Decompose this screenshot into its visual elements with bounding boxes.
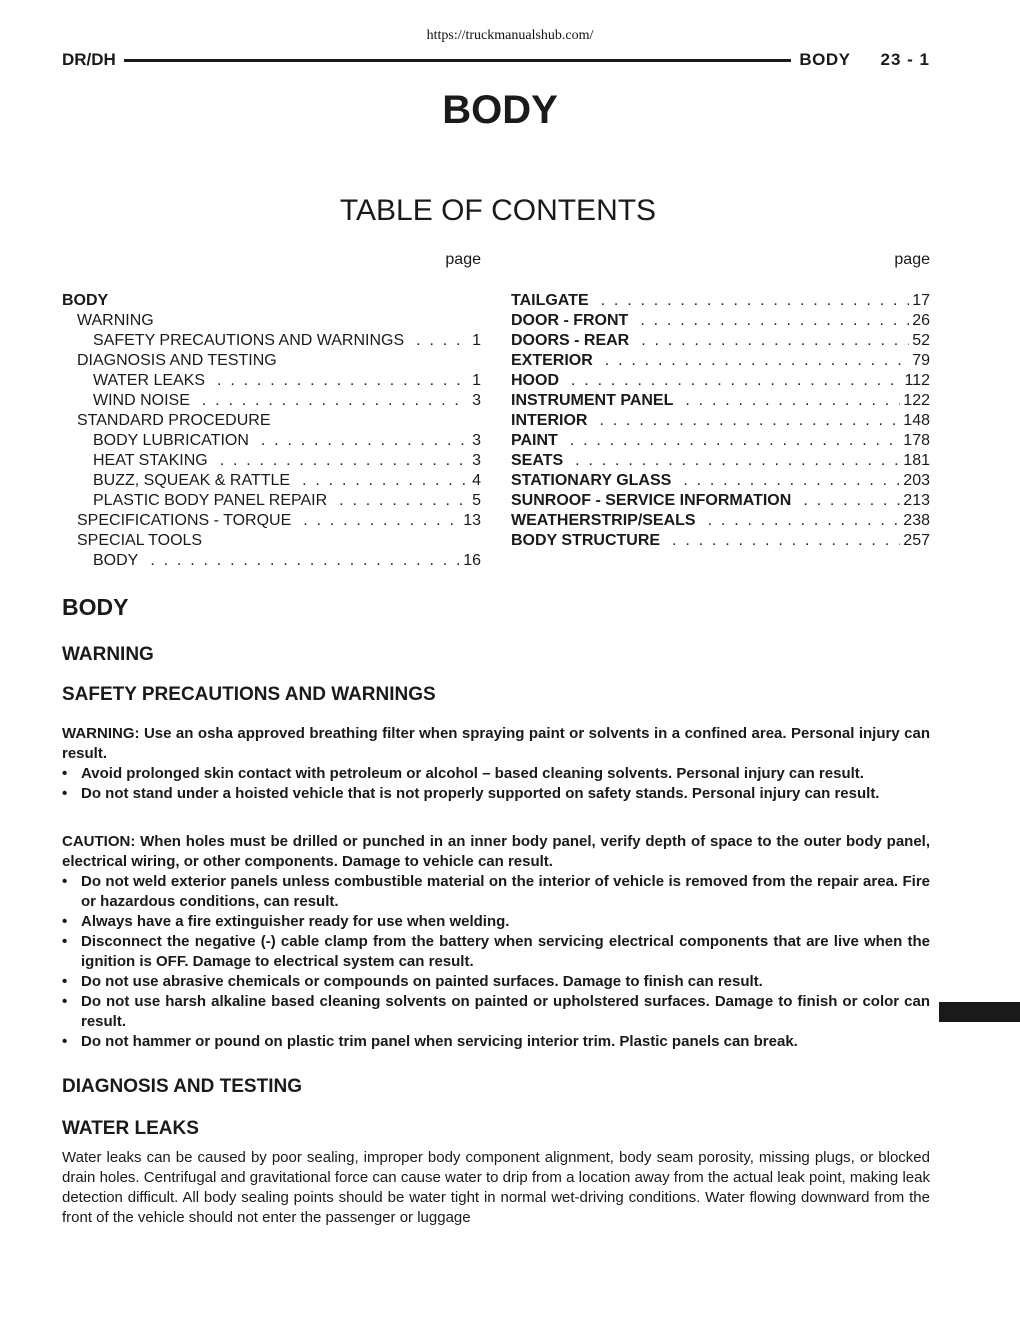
toc-entry[interactable] [511, 371, 930, 391]
bullet-item: • Do not weld exterior panels unless combustible material on the interior of vehicle is removed from the repair area. Fire or hazardous conditions, can result. [62, 872, 930, 912]
toc-page-label: page [894, 251, 930, 268]
toc-entry-label: EXTERIOR [511, 352, 593, 369]
toc-entry[interactable] [62, 291, 481, 311]
toc-entry-label: BODY LUBRICATION [93, 432, 249, 449]
header-section: BODY [799, 50, 851, 69]
bullet-item: • Do not use harsh alkaline based cleaning solvents on painted or upholstered surfaces. Damage to finish or color can result. [62, 992, 930, 1032]
toc-entry-page: 4 [472, 472, 481, 489]
caution-bullets [62, 872, 930, 1052]
toc-dot-leader [303, 511, 460, 531]
toc-entry-label: PLASTIC BODY PANEL REPAIR [93, 492, 328, 509]
toc-entry-label: INSTRUMENT PANEL [511, 392, 674, 409]
toc-dot-leader [672, 531, 900, 551]
toc-entry-page: 52 [912, 332, 930, 349]
toc-dot-leader [217, 371, 469, 391]
warning-bullets [62, 764, 930, 804]
toc-dot-leader [605, 351, 909, 371]
toc-dot-leader [571, 371, 901, 391]
toc-entry-label: BODY [62, 292, 109, 309]
toc-entry-page: 3 [472, 432, 481, 449]
caution-block [62, 832, 930, 1052]
toc-entry[interactable] [62, 391, 481, 411]
toc-entry[interactable] [62, 371, 481, 391]
toc-entry-label: DOOR - FRONT [511, 312, 629, 329]
toc-entry-label: SPECIFICATIONS - TORQUE [77, 512, 292, 529]
toc-entry-label: WARNING [77, 312, 154, 329]
toc-dot-leader [599, 411, 900, 431]
page-header [62, 50, 930, 70]
toc-dot-leader [220, 451, 469, 471]
toc-dot-leader [641, 331, 909, 351]
toc-entry-page: 213 [903, 492, 930, 509]
bullet-item: • Do not use abrasive chemicals or compounds on painted surfaces. Damage to finish can result. [62, 972, 930, 992]
toc-entry-label: WEATHERSTRIP/SEALS [511, 512, 696, 529]
heading-safety-precautions: SAFETY PRECAUTIONS AND WARNINGS [62, 684, 436, 705]
toc-dot-leader [575, 451, 900, 471]
toc-entry-label: BODY STRUCTURE [511, 532, 661, 549]
header-rule [124, 59, 792, 62]
toc-left-list [62, 291, 481, 571]
toc-dot-leader [416, 331, 469, 351]
toc-entry-page: 13 [463, 512, 481, 529]
toc-dot-leader [202, 391, 469, 411]
toc-entry[interactable] [511, 311, 930, 331]
water-leaks-paragraph: Water leaks can be caused by poor sealing, improper body component alignment, body seam porosity, missing plugs, or blocked drain holes. Centrifugal and gravitational force can cause water to drip from a location away from the actual leak point, making leak detection difficult. All body sealing points should be water tight in normal wet-driving conditions. Water flowing downward from the front of the vehicle should not enter the passenger or luggage [62, 1149, 930, 1226]
bullet-item: • Avoid prolonged skin contact with petroleum or alcohol – based cleaning solvents. Personal injury can result. [62, 764, 930, 784]
toc-entry-page: 148 [903, 412, 930, 429]
main-content [62, 590, 930, 1243]
toc-entry[interactable] [62, 431, 481, 451]
toc-entry[interactable] [511, 431, 930, 451]
toc-entry[interactable] [511, 411, 930, 431]
toc-dot-leader [339, 491, 469, 511]
toc-entry[interactable] [62, 491, 481, 511]
toc-entry-page: 203 [903, 472, 930, 489]
toc-entry[interactable] [511, 531, 930, 551]
toc-entry-page: 26 [912, 312, 930, 329]
toc-dot-leader [640, 311, 909, 331]
toc-entry-page: 122 [903, 392, 930, 409]
bullet-item: • Always have a fire extinguisher ready for use when welding. [62, 912, 930, 932]
page-title: BODY [442, 88, 558, 132]
toc-entry[interactable] [62, 331, 481, 351]
toc-entry[interactable] [62, 531, 481, 551]
toc-entry-label: TAILGATE [511, 292, 589, 309]
toc-dot-leader [570, 431, 900, 451]
toc-entry[interactable] [62, 311, 481, 331]
toc-entry-page: 16 [463, 552, 481, 569]
toc-entry-label: DIAGNOSIS AND TESTING [77, 352, 277, 369]
toc-dot-leader [685, 391, 900, 411]
toc-entry-page: 238 [903, 512, 930, 529]
bullet-item: • Do not hammer or pound on plastic trim panel when servicing interior trim. Plastic panels can break. [62, 1032, 930, 1052]
toc-entry-page: 17 [912, 292, 930, 309]
toc-entry-label: SPECIAL TOOLS [77, 532, 203, 549]
toc-entry[interactable] [511, 511, 930, 531]
toc-right-list [511, 291, 930, 551]
toc-entry-label: BODY [93, 552, 139, 569]
toc-entry[interactable] [511, 471, 930, 491]
toc-entry[interactable] [511, 491, 930, 511]
toc-entry-label: SUNROOF - SERVICE INFORMATION [511, 492, 792, 509]
toc-entry-label: WIND NOISE [93, 392, 190, 409]
header-model: DR/DH [62, 50, 116, 69]
toc-entry-page: 257 [903, 532, 930, 549]
toc-entry[interactable] [511, 391, 930, 411]
heading-water-leaks: WATER LEAKS [62, 1118, 199, 1139]
toc-dot-leader [302, 471, 469, 491]
bullet-item: • Do not stand under a hoisted vehicle that is not properly supported on safety stands. Personal injury can result. [62, 784, 930, 804]
toc-entry[interactable] [511, 451, 930, 471]
section-heading-body: BODY [62, 594, 129, 620]
toc-entry[interactable] [511, 351, 930, 371]
heading-warning: WARNING [62, 644, 154, 665]
toc-entry[interactable] [62, 411, 481, 431]
toc-left-column [62, 250, 481, 571]
toc-entry-page: 1 [472, 372, 481, 389]
toc-dot-leader [150, 551, 460, 571]
toc-entry[interactable] [62, 471, 481, 491]
bullet-item: • Disconnect the negative (-) cable clamp from the battery when servicing electrical components that are live when the ignition is OFF. Damage to electrical system can result. [62, 932, 930, 972]
toc-entry[interactable] [62, 551, 481, 571]
toc-entry-label: HEAT STAKING [93, 452, 208, 469]
toc-entry[interactable] [511, 331, 930, 351]
toc-title: TABLE OF CONTENTS [339, 194, 657, 227]
toc-entry-page: 1 [472, 332, 481, 349]
source-url[interactable]: https://truckmanualshub.com/ [426, 28, 594, 43]
toc-entry-label: SEATS [511, 452, 564, 469]
toc-entry-label: PAINT [511, 432, 558, 449]
toc-entry-label: BUZZ, SQUEAK & RATTLE [93, 472, 291, 489]
toc-entry-label: WATER LEAKS [93, 372, 206, 389]
toc-dot-leader [803, 491, 900, 511]
toc-entry-page: 181 [903, 452, 930, 469]
toc-entry-page: 3 [472, 452, 481, 469]
toc-entry[interactable] [511, 291, 930, 311]
toc-entry-label: SAFETY PRECAUTIONS AND WARNINGS [93, 332, 405, 349]
toc-dot-leader [261, 431, 469, 451]
toc-entry-page: 5 [472, 492, 481, 509]
toc-entry-label: STANDARD PROCEDURE [77, 412, 271, 429]
toc-entry-label: DOORS - REAR [511, 332, 630, 349]
caution-lead: CAUTION: When holes must be drilled or punched in an inner body panel, verify depth of space to the outer body panel, electrical wiring, or other components. Damage to vehicle can result. [62, 833, 930, 870]
toc-entry-page: 178 [903, 432, 930, 449]
toc-dot-leader [708, 511, 901, 531]
toc-dot-leader [601, 291, 910, 311]
toc-entry-page: 112 [904, 372, 930, 389]
toc-entry[interactable] [62, 351, 481, 371]
header-page-number: 23 - 1 [880, 50, 930, 69]
toc-dot-leader [683, 471, 900, 491]
toc-entry-label: INTERIOR [511, 412, 588, 429]
toc-entry-label: HOOD [511, 372, 559, 389]
heading-diagnosis-testing: DIAGNOSIS AND TESTING [62, 1076, 302, 1097]
warning-lead: WARNING: Use an osha approved breathing filter when spraying paint or solvents in a confined area. Personal injury can result. [62, 725, 930, 762]
section-thumb-tab [939, 1002, 1020, 1022]
toc-right-column [511, 250, 930, 551]
toc-entry-page: 79 [912, 352, 930, 369]
warning-block [62, 724, 930, 804]
toc-entry-label: STATIONARY GLASS [511, 472, 672, 489]
toc-page-label: page [445, 251, 481, 268]
toc-entry[interactable] [62, 511, 481, 531]
toc-entry[interactable] [62, 451, 481, 471]
toc-entry-page: 3 [472, 392, 481, 409]
